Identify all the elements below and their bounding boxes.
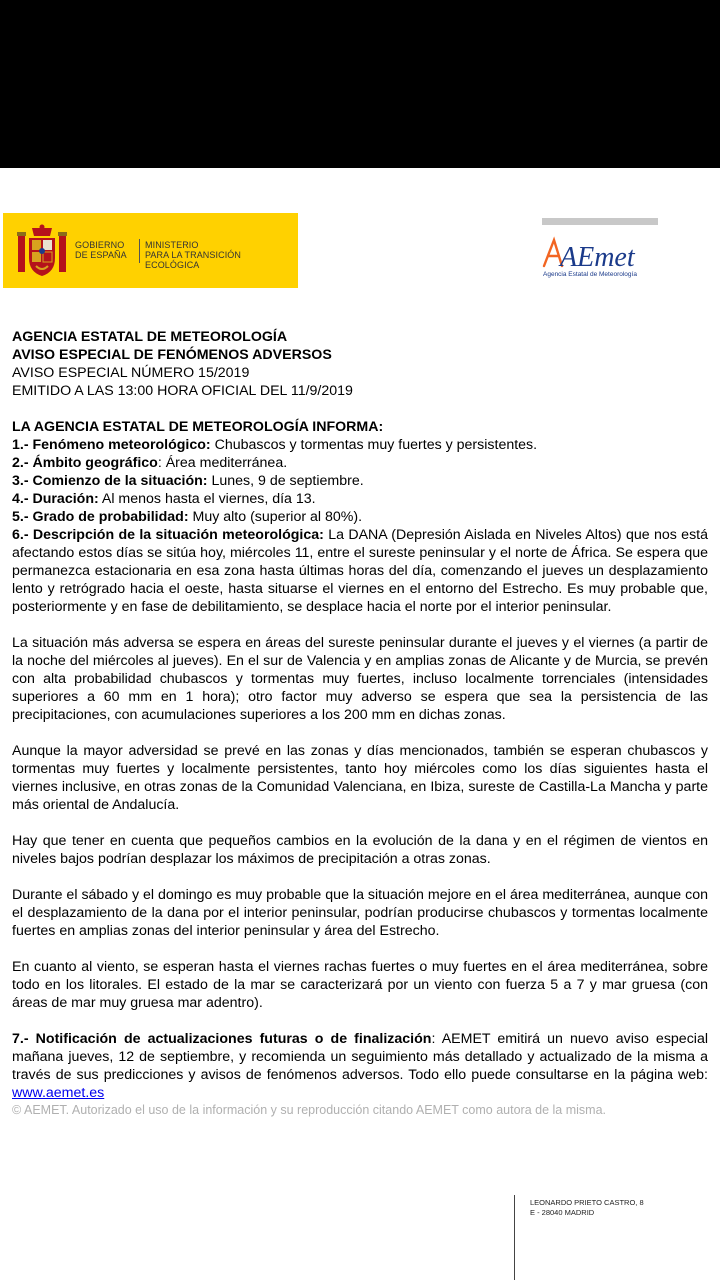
gov-separator <box>139 239 140 263</box>
paragraph: En cuanto al viento, se esperan hasta el viernes rachas fuertes o muy fuertes en el área mediterránea, sobre todo en los litorales. El estado de la mar se caracterizará por un viento con fuerza 5 a 7 y mar gruesa (con áreas de mar muy gruesa mar adentro). <box>12 959 708 1011</box>
item-value: Muy alto (superior al 80%). <box>188 509 363 525</box>
issued-time: EMITIDO A LAS 13:00 HORA OFICIAL DEL 11/9/2019 <box>12 383 353 399</box>
item-phenomenon <box>12 436 708 454</box>
government-banner <box>3 213 298 288</box>
aemet-subtitle: Agencia Estatal de Meteorología <box>543 271 637 278</box>
item-value: : Área mediterránea. <box>157 455 288 471</box>
bulletin-body <box>12 328 708 1118</box>
paragraph: Durante el sábado y el domingo es muy probable que la situación mejore en el área mediterránea, aunque con el desplazamiento de la dana por el interior peninsular, podrían producirse chubascos y tormentas localmente fuertes en amplias zonas del interior peninsular y área del Estrecho. <box>12 887 708 939</box>
item-label: 1.- Fenómeno meteorológico: <box>12 437 211 453</box>
footer-divider <box>514 1195 515 1280</box>
item-scope <box>12 454 708 472</box>
section-7 <box>12 1030 708 1102</box>
paragraph: Aunque la mayor adversidad se prevé en las zonas y días mencionados, también se esperan chubascos y tormentas muy fuertes y localmente persistentes, tanto hoy miércoles como los días siguientes hasta el viernes inclusive, en otras zonas de la Comunidad Valenciana, en Ibiza, sureste de Castilla-La Mancha y parte más oriental de Andalucía. <box>12 743 708 813</box>
gov-name: GOBIERNO DE ESPAÑA <box>75 240 127 260</box>
paragraph: La situación más adversa se espera en áreas del sureste peninsular durante el jueves y el viernes (a partir de la noche del miércoles al jueves). En el sur de Valencia y en amplias zonas de Alicante y de Murcia, se prevén con alta probabilidad chubascos y tormentas muy fuertes, incluso localmente torrenciales (intensidades superiores a 60 mm en 1 hora); otro factor muy adverso se espera que sea la persistencia de las precipitaciones, con acumulaciones superiores a los 200 mm en dichas zonas. <box>12 635 708 723</box>
paragraph: Hay que tener en cuenta que pequeños cambios en la evolución de la dana y en el régimen de vientos en niveles bajos podrían desplazar los máximos de precipitación a otras zonas. <box>12 833 708 867</box>
item-value: Lunes, 9 de septiembre. <box>207 473 364 489</box>
informa-heading: LA AGENCIA ESTATAL DE METEOROLOGÍA INFORMA: <box>12 419 384 435</box>
address-line: LEONARDO PRIETO CASTRO, 8 <box>530 1198 644 1207</box>
item-probability <box>12 508 708 526</box>
item-duration <box>12 490 708 508</box>
title-agency: AGENCIA ESTATAL DE METEOROLOGÍA <box>12 329 288 345</box>
aemet-logo-text: AEmet <box>560 242 635 273</box>
item-label: 3.- Comienzo de la situación: <box>12 473 208 489</box>
coat-of-arms-icon <box>16 224 68 280</box>
item-label: 5.- Grado de probabilidad: <box>12 509 189 525</box>
section-7-label: 7.- Notificación de actualizaciones futuras o de finalización <box>12 1031 432 1047</box>
item-label: 2.- Ámbito geográfico <box>12 455 158 471</box>
item-start <box>12 472 708 490</box>
item-value: Chubascos y tormentas muy fuertes y persistentes. <box>210 437 538 453</box>
ministry-name: MINISTERIO PARA LA TRANSICIÓN ECOLÓGICA <box>145 240 241 270</box>
item-value: Al menos hasta el viernes, día 13. <box>98 491 316 507</box>
copyright-notice: © AEMET. Autorizado el uso de la información y su reproducción citando AEMET como autora de la misma. <box>12 1103 606 1117</box>
item-description <box>12 526 708 616</box>
aemet-website-link[interactable]: www.aemet.es <box>12 1085 105 1101</box>
title-aviso: AVISO ESPECIAL DE FENÓMENOS ADVERSOS <box>12 347 332 363</box>
item-label: 4.- Duración: <box>12 491 99 507</box>
address-line: E - 28040 MADRID <box>530 1208 595 1217</box>
item-value: La DANA (Depresión Aislada en Niveles Altos) que nos está afectando estos días se sitúa hoy, miércoles 11, entre el sureste peninsular y el norte de África. Se espera que permanezca estacionaria en esa zona hasta últimas horas del día, comenzando el jueves un desplazamiento lento y retrógrado hacia el oeste, hasta situarse el viernes en el entorno del Estrecho. Es muy probable que, posteriormente y en fase de debilitamiento, se desplace hacia el norte por el interior peninsular. <box>12 527 708 615</box>
section-7-text: : AEMET emitirá un nuevo aviso especial mañana jueves, 12 de septiembre, y recomienda un seguimiento más detallado y actualizado de la misma a través de sus predicciones y avisos de fenómenos adversos. Todo ello puede consultarse en la página web: <box>12 1031 708 1083</box>
aemet-header-bar <box>542 218 658 225</box>
aviso-number: AVISO ESPECIAL NÚMERO 15/2019 <box>12 365 250 381</box>
top-black-bar <box>0 0 720 168</box>
postal-address <box>530 1198 644 1218</box>
item-label: 6.- Descripción de la situación meteorológica: <box>12 527 324 543</box>
